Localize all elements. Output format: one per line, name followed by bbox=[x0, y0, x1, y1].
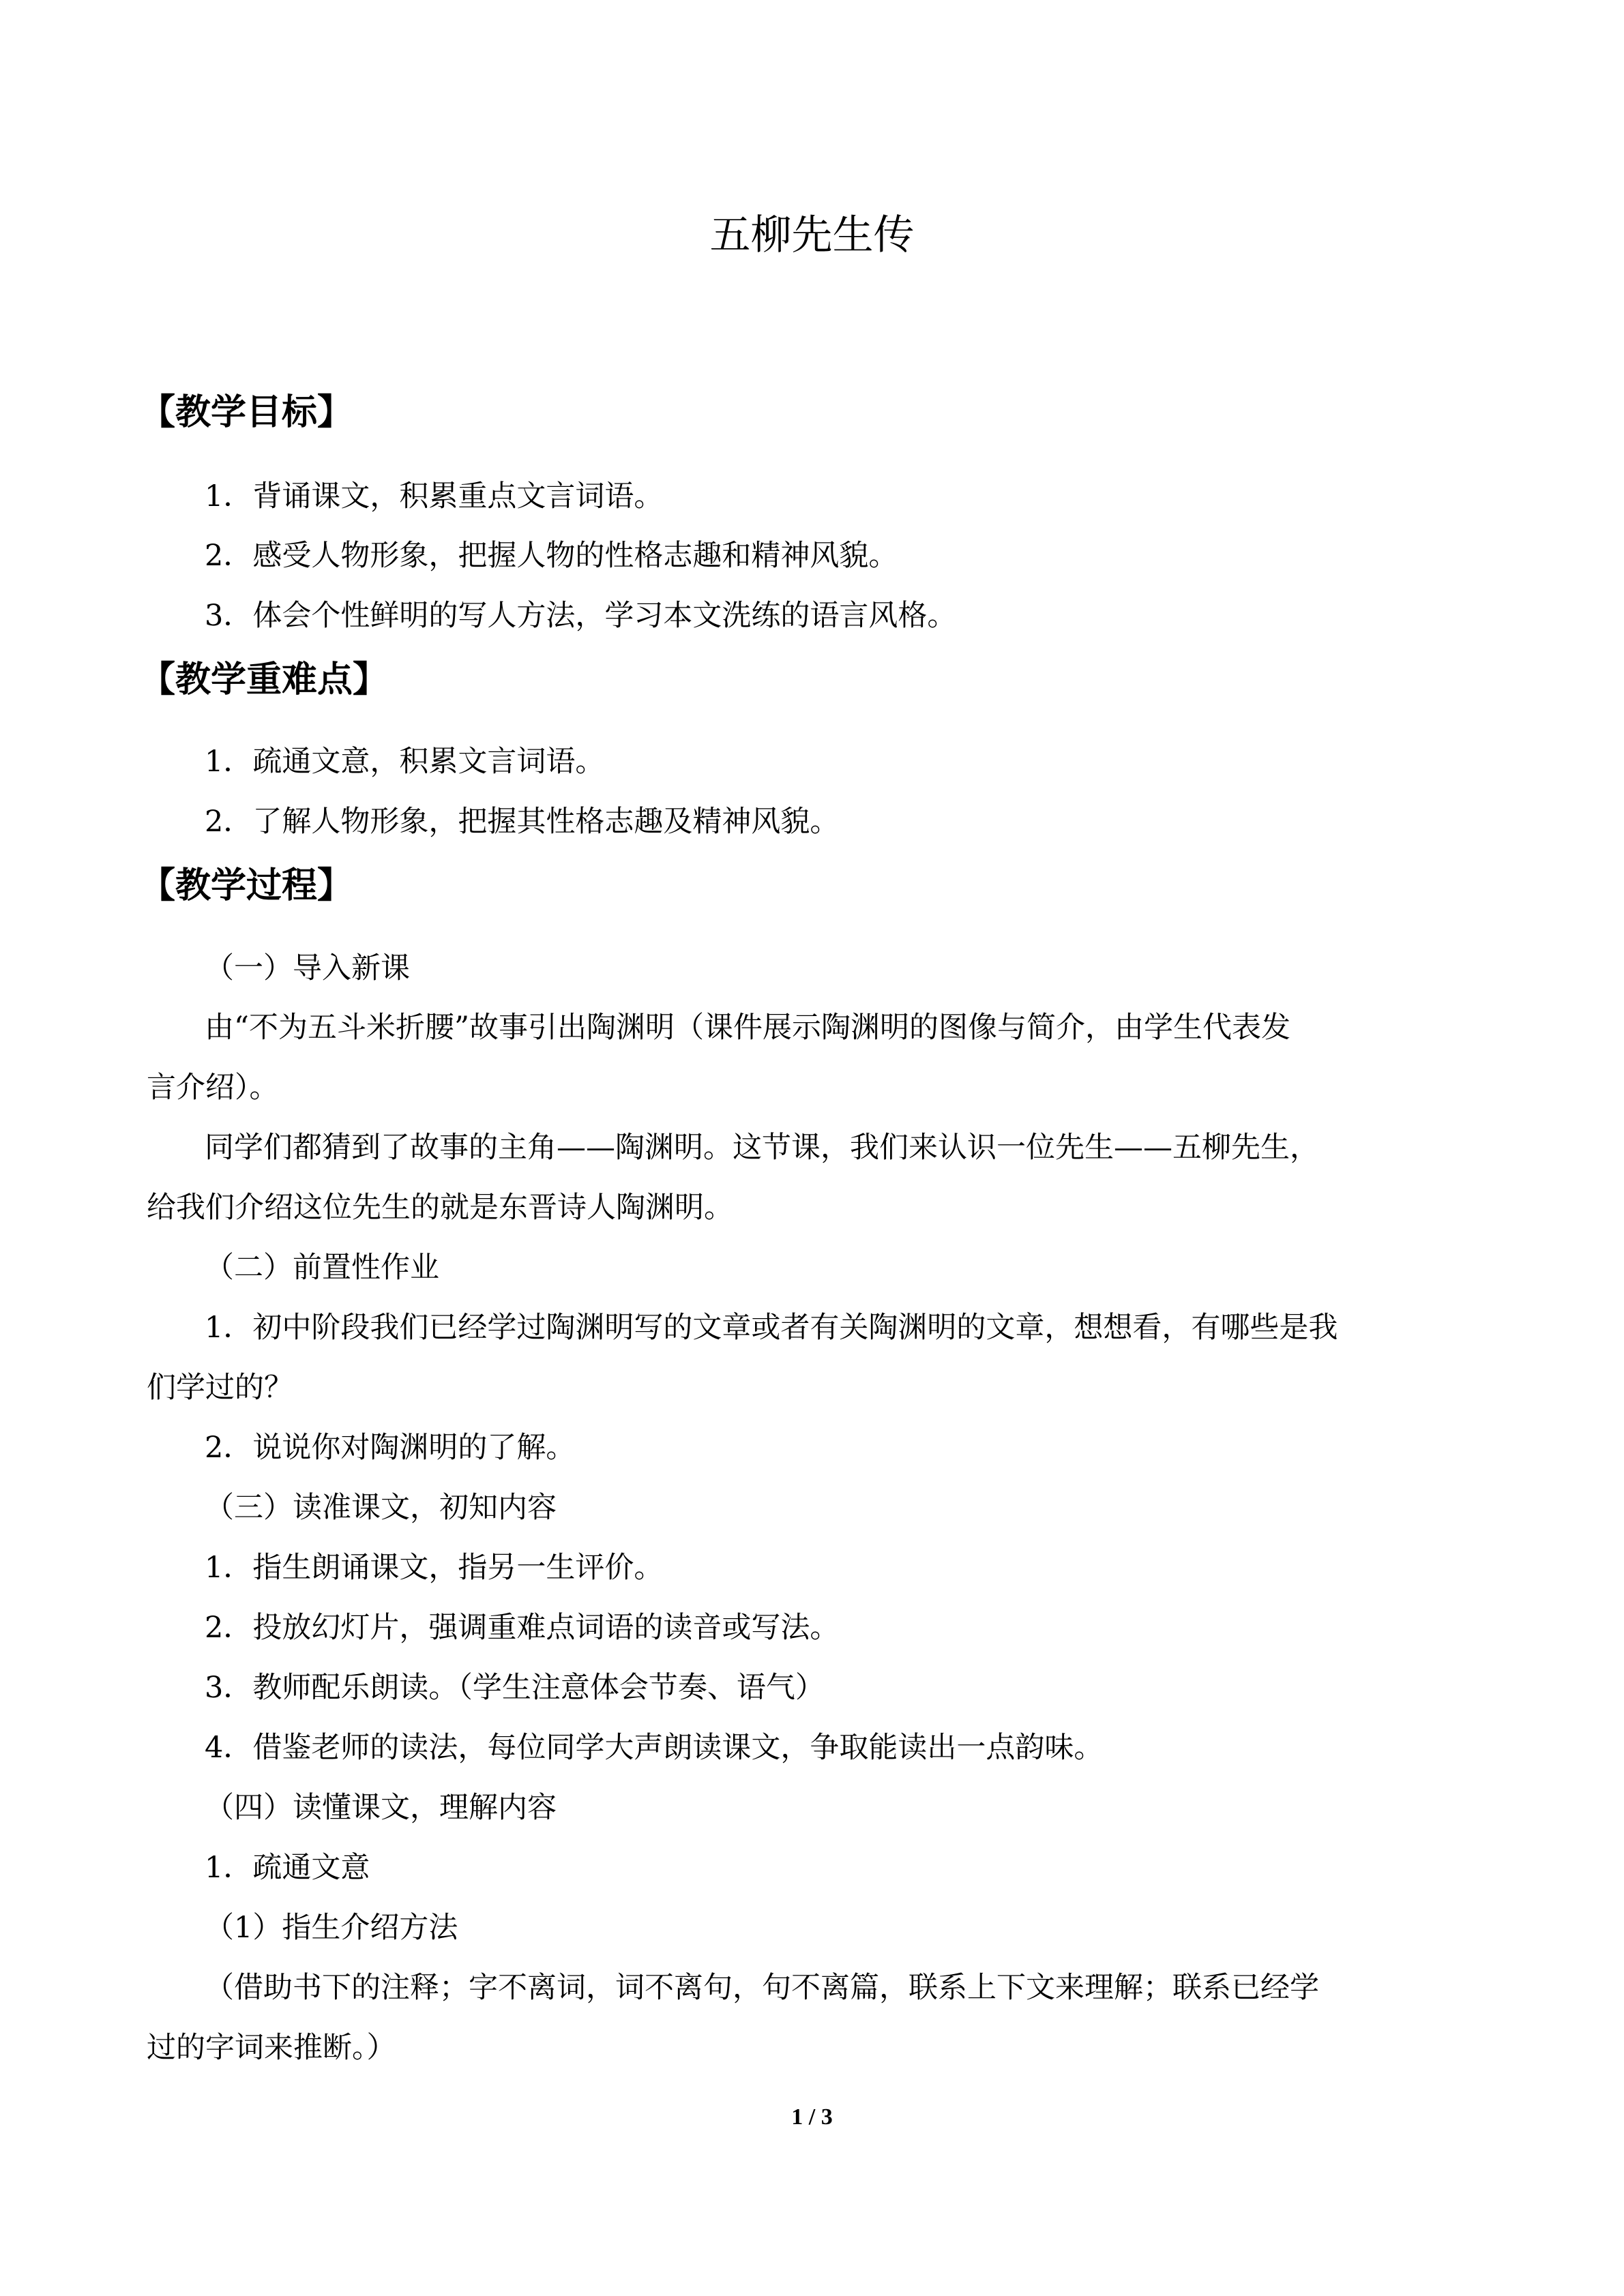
process-line: （一）导入新课 bbox=[205, 951, 410, 985]
process-line: 1．指生朗诵课文，指另一生评价。 bbox=[205, 1551, 664, 1585]
process-line: （四）读懂课文，理解内容 bbox=[205, 1791, 557, 1825]
key-point-item-1: 1．疏通文意，积累文言词语。 bbox=[205, 745, 605, 779]
objective-item-3: 3．体会个性鲜明的写人方法，学习本文洗练的语言风格。 bbox=[205, 599, 957, 633]
process-line: 1．疏通文意 bbox=[205, 1851, 370, 1885]
process-line: 们学过的？ bbox=[147, 1371, 293, 1405]
process-line: （借助书下的注释；字不离词，词不离句，句不离篇，联系上下文来理解；联系已经学 bbox=[205, 1971, 1319, 2005]
process-line: 3．教师配乐朗读。（学生注意体会节奏、语气） bbox=[205, 1671, 825, 1705]
document-title: 五柳先生传 bbox=[709, 211, 915, 259]
page-number: 1 / 3 bbox=[791, 2104, 833, 2130]
heading-objectives: 【教学目标】 bbox=[140, 392, 353, 433]
process-line: （三）读准课文，初知内容 bbox=[205, 1491, 557, 1525]
process-line: 由“不为五斗米折腰”故事引出陶渊明（课件展示陶渊明的图像与简介，由学生代表发 bbox=[205, 1011, 1290, 1045]
process-line: 同学们都猜到了故事的主角——陶渊明。这节课，我们来认识一位先生——五柳先生， bbox=[205, 1131, 1319, 1165]
process-line: 4．借鉴老师的读法，每位同学大声朗读课文，争取能读出一点韵味。 bbox=[205, 1731, 1104, 1765]
objective-item-2: 2．感受人物形象，把握人物的性格志趣和精神风貌。 bbox=[205, 539, 898, 573]
process-line: 1．初中阶段我们已经学过陶渊明写的文章或者有关陶渊明的文章，想想看，有哪些是我 bbox=[205, 1311, 1338, 1345]
process-line: 2．投放幻灯片，强调重难点词语的读音或写法。 bbox=[205, 1611, 840, 1645]
process-line: （1）指生介绍方法 bbox=[205, 1911, 458, 1945]
key-point-item-2: 2．了解人物形象，把握其性格志趣及精神风貌。 bbox=[205, 805, 840, 839]
heading-key-points: 【教学重难点】 bbox=[140, 659, 389, 700]
heading-process: 【教学过程】 bbox=[140, 865, 353, 906]
process-line: 2．说说你对陶渊明的了解。 bbox=[205, 1431, 576, 1465]
process-line: 给我们介绍这位先生的就是东晋诗人陶渊明。 bbox=[147, 1191, 733, 1225]
process-line: 过的字词来推断。） bbox=[147, 2031, 396, 2065]
process-line: 言介绍）。 bbox=[147, 1071, 279, 1105]
process-line: （二）前置性作业 bbox=[205, 1251, 439, 1285]
objective-item-1: 1．背诵课文，积累重点文言词语。 bbox=[205, 479, 664, 513]
